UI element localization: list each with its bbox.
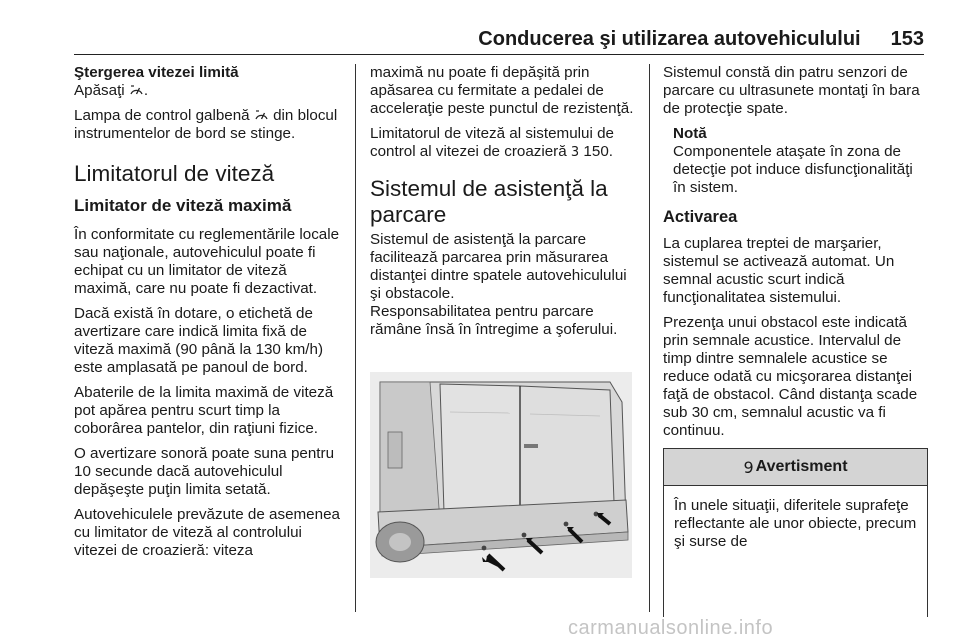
page-number: 153 — [890, 28, 924, 50]
paragraph: Autovehiculele prevăzute de asemenea cu limitator de viteză al controlului vitezei de croazieră: viteza — [74, 506, 340, 559]
paragraph — [74, 107, 344, 143]
paragraph: În conformitate cu reglementările locale sau naţionale, autovehiculul poate fi echipat cu un limitator de viteză maximă, care nu poate fi dezactivat. — [74, 226, 340, 297]
speed-limiter-icon — [129, 83, 144, 96]
header-title: Conducerea şi utilizarea autovehiculului — [478, 28, 861, 50]
van-rear-drawing — [370, 372, 632, 578]
warning-title: Avertisment — [755, 458, 848, 475]
warning-body — [664, 486, 927, 551]
text: Lampa de control galbenă — [74, 107, 254, 124]
paragraph: O avertizare sonoră poate suna pentru 10 secunde dacă autovehiculul depăşeşte puţin limita setată. — [74, 445, 335, 498]
paragraph: maximă nu poate fi depăşită prin apăsarea cu fermitate a pedalei de acceleraţie peste punctul de rezistenţă. — [370, 64, 634, 117]
column-1 — [74, 64, 344, 567]
page-reference-icon[interactable]: 3 — [570, 145, 580, 160]
note-title: Notă — [673, 125, 707, 142]
text: Limitatorul de viteză al sistemului de control al vitezei de croazieră — [370, 125, 614, 160]
watermark: carmanualsonline.info — [568, 617, 774, 639]
paragraph: Dacă există în dotare, o etichetă de avertizare care indică limita fixă de viteză maximă (90 până la 130 km/h) este amplasată pe panoul de bord. — [74, 305, 324, 376]
warning-triangle-icon: 9 — [743, 457, 754, 477]
section-heading: Limitator de viteză maximă — [74, 196, 292, 215]
text: 150. — [579, 143, 613, 160]
speed-limiter-icon — [254, 108, 269, 121]
paragraph: Prezenţa unui obstacol este indicată prin semnale acustice. Intervalul de timp dintre semnalele acustice se reduce odată cu micşorarea distanţei faţă de obstacol. Când distanţa scade sub 30 cm, semnalul acustic va fi continuu. — [663, 314, 918, 439]
text: Apăsaţi — [74, 82, 129, 99]
note-block — [673, 125, 928, 197]
paragraph — [74, 82, 344, 100]
paragraph: Responsabilitatea pentru parcare rămâne însă în întregime a şoferului. — [370, 303, 618, 338]
column-divider — [355, 64, 356, 612]
column-divider — [649, 64, 650, 612]
text: din blocul instrumentelor de bord se stinge. — [74, 107, 338, 142]
page-header — [74, 28, 924, 55]
column-3 — [663, 64, 928, 447]
chapter-heading: Sistemul de asistenţă la parcare — [370, 176, 608, 227]
chapter-heading: Limitatorul de viteză — [74, 161, 275, 186]
warning-header — [664, 449, 927, 486]
section-heading: Ştergerea vitezei limită — [74, 64, 239, 81]
note-text: Componentele ataşate în zona de detecţie pot induce disfuncţionalităţi în sistem. — [673, 143, 913, 196]
parking-sensor-illustration — [370, 372, 632, 578]
text: . — [143, 82, 149, 99]
paragraph — [370, 125, 638, 162]
column-2 — [370, 64, 638, 346]
paragraph: Sistemul de asistenţă la parcare facilitează parcarea prin măsurarea distanţei dintre spatele autovehiculului şi obstacole. — [370, 231, 627, 302]
warning-box — [663, 448, 928, 617]
paragraph: La cuplarea treptei de marşarier, sistemul se activează automat. Un semnal acustic scurt indică funcţionalitatea sistemului. — [663, 235, 895, 306]
paragraph: Abaterile de la limita maximă de viteză pot apărea pentru scurt timp la coborârea pantelor, din raţiuni fizice. — [74, 384, 334, 437]
warning-text: În unele situaţii, diferitele suprafeţe reflectante ale unor obiecte, precum şi surse de — [674, 497, 917, 550]
section-heading: Activarea — [663, 208, 738, 226]
paragraph: Sistemul constă din patru senzori de parcare cu ultrasunete montaţi în bara de protecţie spate. — [663, 64, 920, 117]
